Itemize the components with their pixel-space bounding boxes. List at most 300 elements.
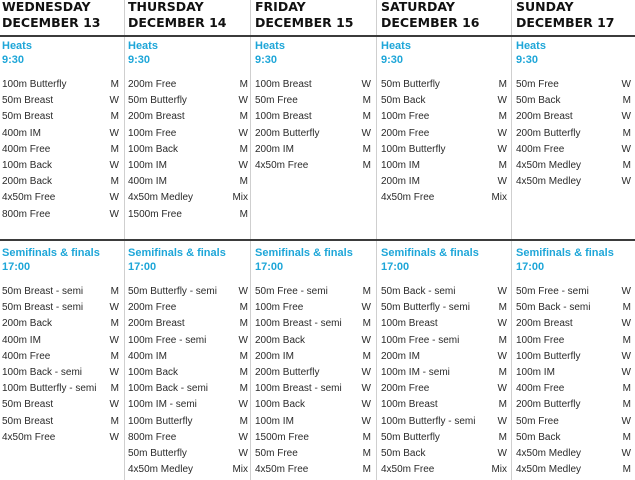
event-gender: W — [238, 447, 248, 459]
event-name: 50m Back - semi — [516, 302, 591, 314]
event-row — [0, 430, 121, 446]
event-row — [126, 349, 250, 365]
event-gender: Mix — [491, 464, 507, 476]
event-row — [253, 397, 373, 413]
event-name: 100m IM — [516, 366, 555, 378]
event-row — [126, 430, 250, 446]
event-row — [126, 158, 250, 174]
event-gender: M — [362, 111, 371, 123]
event-name: 200m Breast — [516, 111, 573, 123]
event-name: 200m Free — [381, 383, 430, 395]
heats-time: 9:30 — [128, 54, 151, 66]
heats-label: Heats — [2, 40, 32, 52]
event-name: 200m Back — [2, 176, 53, 188]
event-gender: W — [361, 415, 371, 427]
event-name: 200m Free — [381, 127, 430, 139]
event-name: 200m IM — [381, 350, 420, 362]
finals-label: Semifinals & finals — [516, 247, 614, 259]
event-row — [126, 93, 250, 109]
event-gender: M — [110, 286, 119, 297]
day-date: DECEMBER 17 — [516, 15, 615, 30]
event-gender: M — [622, 399, 631, 411]
day-header — [128, 0, 227, 31]
event-row — [126, 174, 250, 190]
event-gender: M — [239, 79, 248, 90]
event-gender: M — [239, 143, 248, 155]
event-row — [253, 462, 373, 478]
event-row — [126, 109, 250, 125]
event-name: 100m IM — [255, 415, 294, 427]
event-name: 50m Free - semi — [255, 286, 328, 297]
event-gender: M — [110, 350, 119, 362]
day-column — [0, 0, 121, 480]
event-gender: W — [361, 366, 371, 378]
event-row — [126, 446, 250, 462]
day-date: DECEMBER 15 — [255, 15, 354, 30]
event-gender: W — [238, 431, 248, 443]
event-name: 50m Breast - semi — [2, 286, 84, 297]
event-row — [253, 77, 373, 93]
event-gender: M — [622, 431, 631, 443]
finals-title — [255, 246, 353, 274]
event-row — [514, 174, 633, 190]
event-gender: W — [497, 318, 507, 330]
event-name: 200m IM — [381, 176, 420, 188]
event-name: 100m Butterfly — [516, 350, 581, 362]
event-name: 50m Butterfly — [128, 95, 187, 107]
event-name: 1500m Free — [255, 431, 309, 443]
event-gender: W — [361, 399, 371, 411]
event-gender: M — [110, 143, 119, 155]
event-name: 400m Free — [516, 143, 565, 155]
event-gender: Mix — [232, 192, 248, 204]
day-date: DECEMBER 16 — [381, 15, 480, 30]
event-name: 50m Free - semi — [516, 286, 589, 297]
event-gender: W — [109, 127, 119, 139]
event-name: 50m Back — [381, 95, 426, 107]
event-name: 100m Free — [255, 302, 304, 314]
event-row — [0, 381, 121, 397]
event-name: 50m Back — [381, 447, 426, 459]
event-row — [514, 284, 633, 300]
event-row — [514, 158, 633, 174]
event-row — [0, 207, 121, 223]
event-name: 800m Free — [2, 208, 51, 220]
day-column — [126, 0, 250, 480]
heats-title — [128, 39, 158, 67]
day-header — [516, 0, 615, 31]
event-name: 50m Back — [516, 431, 561, 443]
event-gender: W — [621, 415, 631, 427]
event-row — [253, 381, 373, 397]
event-row — [379, 462, 509, 478]
event-name: 100m Breast - semi — [255, 383, 342, 395]
event-name: 50m Butterfly - semi — [128, 286, 217, 297]
event-row — [379, 77, 509, 93]
event-gender: M — [362, 431, 371, 443]
event-gender: M — [239, 318, 248, 330]
event-name: 50m Back — [516, 95, 561, 107]
finals-label: Semifinals & finals — [381, 247, 479, 259]
event-row — [253, 93, 373, 109]
event-name: 100m Breast — [255, 111, 312, 123]
event-row — [126, 190, 250, 206]
event-row — [379, 414, 509, 430]
event-row — [126, 77, 250, 93]
finals-time: 17:00 — [128, 261, 157, 273]
finals-title — [381, 246, 479, 274]
day-header — [255, 0, 354, 31]
event-row — [379, 174, 509, 190]
event-row — [379, 381, 509, 397]
event-gender: M — [362, 143, 371, 155]
finals-time: 17:00 — [2, 261, 31, 273]
event-name: 4x50m Medley — [516, 176, 582, 188]
event-gender: W — [361, 302, 371, 314]
event-gender: W — [497, 95, 507, 107]
finals-list — [514, 284, 633, 478]
event-row — [253, 284, 373, 300]
event-row — [514, 397, 633, 413]
finals-list — [379, 284, 509, 478]
finals-list — [0, 284, 121, 446]
event-row — [0, 174, 121, 190]
event-row — [126, 397, 250, 413]
event-gender: M — [239, 383, 248, 395]
event-gender: M — [622, 127, 631, 139]
event-row — [253, 365, 373, 381]
event-row — [379, 190, 509, 206]
event-name: 4x50m Free — [255, 464, 309, 476]
event-name: 200m Free — [128, 302, 177, 314]
day-name: SATURDAY — [381, 0, 455, 14]
finals-time: 17:00 — [255, 261, 284, 273]
day-column — [379, 0, 509, 480]
heats-title — [516, 39, 546, 67]
event-row — [0, 126, 121, 142]
event-name: 100m Free — [516, 334, 565, 346]
event-gender: W — [361, 383, 371, 395]
event-name: 100m Free - semi — [381, 334, 460, 346]
day-header — [381, 0, 480, 31]
heats-label: Heats — [255, 40, 285, 52]
event-name: 50m Butterfly — [381, 79, 440, 90]
event-name: 100m IM - semi — [128, 399, 197, 411]
event-row — [253, 109, 373, 125]
event-gender: W — [109, 95, 119, 107]
event-gender: M — [498, 111, 507, 123]
day-name: WEDNESDAY — [2, 0, 91, 14]
event-row — [253, 349, 373, 365]
event-name: 100m Breast — [381, 318, 438, 330]
heats-title — [255, 39, 285, 67]
event-name: 50m Butterfly - semi — [381, 302, 470, 314]
event-gender: M — [362, 350, 371, 362]
day-date: DECEMBER 14 — [128, 15, 227, 30]
event-row — [514, 446, 633, 462]
event-name: 100m IM — [128, 159, 167, 171]
event-gender: W — [109, 208, 119, 220]
event-name: 50m Free — [516, 415, 559, 427]
event-row — [126, 300, 250, 316]
event-row — [379, 430, 509, 446]
event-gender: M — [622, 95, 631, 107]
event-name: 200m Butterfly — [516, 399, 581, 411]
event-name: 400m IM — [128, 176, 167, 188]
event-name: 400m Free — [2, 143, 51, 155]
event-name: 400m Free — [2, 350, 51, 362]
event-gender: W — [238, 159, 248, 171]
event-name: 200m Butterfly — [255, 127, 320, 139]
event-gender: W — [497, 176, 507, 188]
event-gender: M — [239, 350, 248, 362]
day-column — [514, 0, 633, 480]
event-row — [379, 316, 509, 332]
event-gender: M — [362, 447, 371, 459]
event-gender: M — [239, 208, 248, 220]
event-row — [379, 349, 509, 365]
event-gender: M — [622, 464, 631, 476]
event-row — [379, 126, 509, 142]
event-row — [0, 77, 121, 93]
event-row — [514, 126, 633, 142]
event-name: 4x50m Medley — [516, 447, 582, 459]
day-name: FRIDAY — [255, 0, 306, 14]
event-row — [126, 333, 250, 349]
event-row — [0, 190, 121, 206]
heats-title — [381, 39, 411, 67]
event-name: 100m Free — [128, 127, 177, 139]
event-name: 100m Butterfly — [128, 415, 193, 427]
event-gender: W — [621, 176, 631, 188]
finals-list — [253, 284, 373, 478]
event-gender: W — [497, 350, 507, 362]
event-row — [379, 109, 509, 125]
event-name: 200m Breast — [516, 318, 573, 330]
event-gender: M — [498, 302, 507, 314]
event-gender: M — [498, 399, 507, 411]
event-row — [0, 158, 121, 174]
finals-title — [516, 246, 614, 274]
event-row — [379, 158, 509, 174]
heats-time: 9:30 — [2, 54, 25, 66]
event-row — [253, 414, 373, 430]
event-name: 1500m Free — [128, 208, 182, 220]
event-gender: M — [362, 286, 371, 297]
event-gender: W — [109, 302, 119, 314]
event-gender: W — [497, 143, 507, 155]
event-row — [379, 365, 509, 381]
event-row — [0, 142, 121, 158]
event-row — [253, 300, 373, 316]
heats-list — [379, 77, 509, 207]
event-gender: W — [361, 334, 371, 346]
event-gender: W — [238, 286, 248, 297]
event-row — [379, 93, 509, 109]
event-gender: Mix — [491, 192, 507, 204]
event-name: 100m Back — [128, 143, 179, 155]
event-row — [253, 333, 373, 349]
heats-label: Heats — [516, 40, 546, 52]
event-gender: W — [497, 415, 507, 427]
finals-label: Semifinals & finals — [128, 247, 226, 259]
event-name: 400m IM — [128, 350, 167, 362]
event-gender: M — [498, 431, 507, 443]
event-name: 50m Butterfly — [128, 447, 187, 459]
event-row — [514, 109, 633, 125]
event-gender: M — [362, 464, 371, 476]
event-row — [0, 397, 121, 413]
event-name: 100m Butterfly - semi — [381, 415, 476, 427]
event-row — [514, 300, 633, 316]
finals-title — [2, 246, 100, 274]
finals-time: 17:00 — [516, 261, 545, 273]
event-row — [514, 333, 633, 349]
event-gender: W — [361, 79, 371, 90]
event-name: 200m Free — [128, 79, 177, 90]
event-row — [379, 397, 509, 413]
event-name: 800m Free — [128, 431, 177, 443]
event-gender: M — [110, 79, 119, 90]
event-gender: M — [622, 383, 631, 395]
event-name: 100m IM — [381, 159, 420, 171]
event-name: 100m Free - semi — [128, 334, 207, 346]
event-name: 200m IM — [255, 350, 294, 362]
event-row — [253, 430, 373, 446]
event-name: 200m Breast — [128, 318, 185, 330]
event-gender: M — [362, 95, 371, 107]
heats-time: 9:30 — [516, 54, 539, 66]
event-name: 50m Butterfly — [381, 431, 440, 443]
event-name: 4x50m Medley — [516, 159, 582, 171]
event-row — [0, 365, 121, 381]
event-name: 50m Breast - semi — [2, 302, 84, 314]
event-row — [126, 462, 250, 478]
event-gender: M — [239, 366, 248, 378]
event-gender: M — [110, 318, 119, 330]
event-name: 200m Back — [2, 318, 53, 330]
event-gender: W — [238, 95, 248, 107]
day-header — [2, 0, 101, 31]
event-name: 100m Back - semi — [128, 383, 209, 395]
event-row — [379, 300, 509, 316]
event-row — [514, 430, 633, 446]
event-gender: M — [239, 176, 248, 188]
event-row — [0, 109, 121, 125]
event-gender: W — [621, 318, 631, 330]
event-name: 50m Breast — [2, 95, 54, 107]
event-gender: M — [239, 302, 248, 314]
event-gender: M — [239, 415, 248, 427]
event-name: 100m Breast - semi — [255, 318, 342, 330]
event-gender: W — [361, 127, 371, 139]
event-row — [126, 126, 250, 142]
event-row — [379, 333, 509, 349]
event-name: 50m Free — [255, 95, 298, 107]
event-gender: M — [498, 334, 507, 346]
event-gender: W — [109, 431, 119, 443]
heats-time: 9:30 — [255, 54, 278, 66]
event-gender: M — [362, 159, 371, 171]
event-gender: W — [621, 350, 631, 362]
event-name: 4x50m Free — [255, 159, 309, 171]
event-gender: M — [239, 111, 248, 123]
event-gender: W — [621, 143, 631, 155]
event-name: 100m Butterfly — [381, 143, 446, 155]
event-row — [253, 316, 373, 332]
event-gender: W — [109, 334, 119, 346]
event-gender: M — [110, 383, 119, 395]
event-row — [514, 365, 633, 381]
event-name: 100m Butterfly - semi — [2, 383, 97, 395]
event-gender: W — [497, 383, 507, 395]
finals-list — [126, 284, 250, 478]
day-column — [253, 0, 373, 480]
event-row — [0, 284, 121, 300]
event-row — [0, 349, 121, 365]
event-name: 4x50m Free — [2, 431, 56, 443]
event-gender: W — [238, 399, 248, 411]
day-name: THURSDAY — [128, 0, 204, 14]
event-row — [126, 381, 250, 397]
event-name: 100m Back - semi — [2, 366, 83, 378]
heats-label: Heats — [381, 40, 411, 52]
event-name: 100m Butterfly — [2, 79, 67, 90]
event-row — [0, 316, 121, 332]
event-gender: W — [238, 127, 248, 139]
event-name: 100m Breast — [255, 79, 312, 90]
event-row — [0, 300, 121, 316]
event-gender: M — [622, 159, 631, 171]
event-name: 4x50m Free — [381, 464, 435, 476]
event-name: 100m Back — [255, 399, 306, 411]
event-row — [379, 284, 509, 300]
event-name: 50m Breast — [2, 111, 54, 123]
event-gender: M — [498, 159, 507, 171]
event-name: 200m IM — [255, 143, 294, 155]
event-name: 100m Free — [381, 111, 430, 123]
event-gender: M — [110, 176, 119, 188]
day-name: SUNDAY — [516, 0, 574, 14]
event-row — [0, 333, 121, 349]
event-row — [379, 142, 509, 158]
heats-time: 9:30 — [381, 54, 404, 66]
event-name: 200m Breast — [128, 111, 185, 123]
event-gender: W — [109, 399, 119, 411]
event-row — [253, 142, 373, 158]
heats-label: Heats — [128, 40, 158, 52]
event-row — [253, 126, 373, 142]
event-row — [514, 142, 633, 158]
event-name: 200m Butterfly — [516, 127, 581, 139]
event-gender: W — [621, 79, 631, 90]
event-row — [126, 316, 250, 332]
event-gender: W — [238, 334, 248, 346]
event-name: 100m Back — [2, 159, 53, 171]
heats-list — [126, 77, 250, 223]
finals-label: Semifinals & finals — [255, 247, 353, 259]
event-name: 50m Back - semi — [381, 286, 456, 297]
event-row — [126, 207, 250, 223]
event-gender: M — [498, 366, 507, 378]
event-name: 4x50m Free — [381, 192, 435, 204]
event-row — [126, 414, 250, 430]
event-row — [0, 93, 121, 109]
event-name: 400m IM — [2, 127, 41, 139]
event-name: 50m Free — [255, 447, 298, 459]
event-row — [253, 446, 373, 462]
event-gender: W — [497, 286, 507, 297]
